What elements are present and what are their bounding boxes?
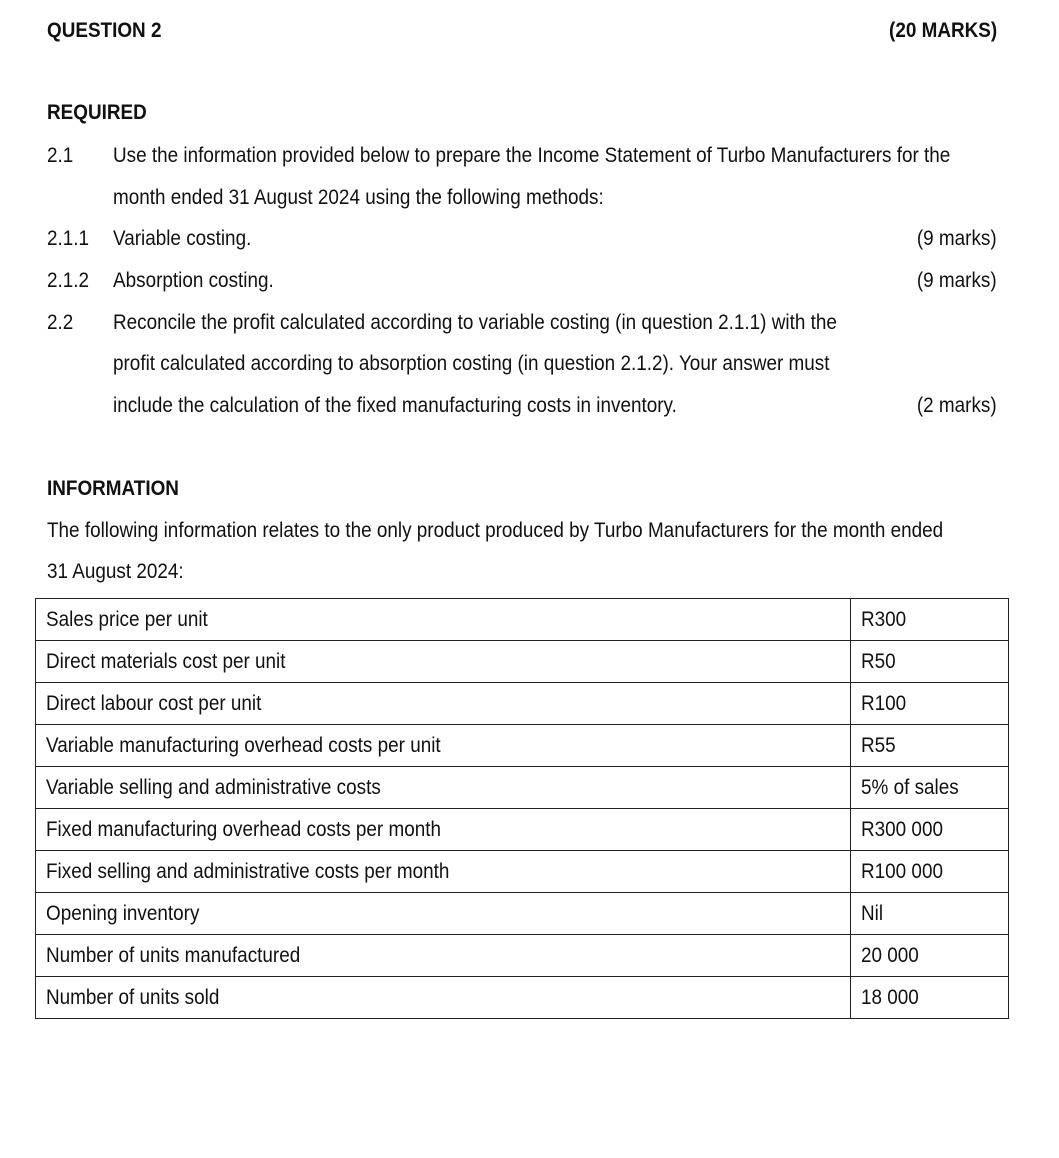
row-value: R100 000 (851, 851, 1009, 893)
row-label: Fixed selling and administrative costs per month (36, 851, 851, 893)
row-label: Direct labour cost per unit (36, 683, 851, 725)
item-text-2-2-line2: profit calculated according to absorption costing (in question 2.1.2). Your answer must (113, 352, 830, 375)
item-number-2-1: 2.1 (47, 144, 74, 167)
table-row (36, 809, 1009, 851)
row-label: Fixed manufacturing overhead costs per month (36, 809, 851, 851)
information-table (35, 598, 1009, 1019)
row-value: 5% of sales (851, 767, 1009, 809)
table-row (36, 599, 1009, 641)
item-number-2-1-1: 2.1.1 (47, 227, 90, 250)
row-label: Variable selling and administrative costs (36, 767, 851, 809)
table-row (36, 767, 1009, 809)
table-row (36, 935, 1009, 977)
row-label: Number of units manufactured (36, 935, 851, 977)
item-text-2-2-line3: include the calculation of the fixed manufacturing costs in inventory. (113, 394, 677, 417)
table-row (36, 725, 1009, 767)
total-marks: (20 MARKS) (888, 19, 997, 42)
row-value: 20 000 (851, 935, 1009, 977)
table-row (36, 893, 1009, 935)
row-label: Opening inventory (36, 893, 851, 935)
information-intro-line2: 31 August 2024: (47, 560, 184, 583)
row-value: R50 (851, 641, 1009, 683)
item-number-2-2: 2.2 (47, 311, 74, 334)
row-value: R300 000 (851, 809, 1009, 851)
table-row (36, 683, 1009, 725)
required-heading: REQUIRED (47, 101, 147, 124)
row-value: 18 000 (851, 977, 1009, 1019)
information-heading: INFORMATION (47, 477, 179, 500)
table-row (36, 641, 1009, 683)
row-label: Direct materials cost per unit (36, 641, 851, 683)
row-value: R300 (851, 599, 1009, 641)
table-row (36, 851, 1009, 893)
row-value: R100 (851, 683, 1009, 725)
row-label: Number of units sold (36, 977, 851, 1019)
question-title: QUESTION 2 (47, 19, 162, 42)
item-text-2-1-line2: month ended 31 August 2024 using the following methods: (113, 186, 604, 209)
item-number-2-1-2: 2.1.2 (47, 269, 90, 292)
row-label: Variable manufacturing overhead costs per unit (36, 725, 851, 767)
item-text-2-1-2: Absorption costing. (113, 269, 274, 292)
row-label: Sales price per unit (36, 599, 851, 641)
item-text-2-1-1: Variable costing. (113, 227, 252, 250)
row-value: R55 (851, 725, 1009, 767)
item-text-2-1-line1: Use the information provided below to prepare the Income Statement of Turbo Manufacturers for the (113, 144, 951, 167)
information-intro-line1: The following information relates to the only product produced by Turbo Manufacturers for the month ended (47, 519, 944, 542)
item-marks-2-1-1: (9 marks) (917, 227, 997, 250)
table-row (36, 977, 1009, 1019)
item-marks-2-2: (2 marks) (917, 394, 997, 417)
row-value: Nil (851, 893, 1009, 935)
item-marks-2-1-2: (9 marks) (917, 269, 997, 292)
item-text-2-2-line1: Reconcile the profit calculated according to variable costing (in question 2.1.1) with the (113, 311, 837, 334)
